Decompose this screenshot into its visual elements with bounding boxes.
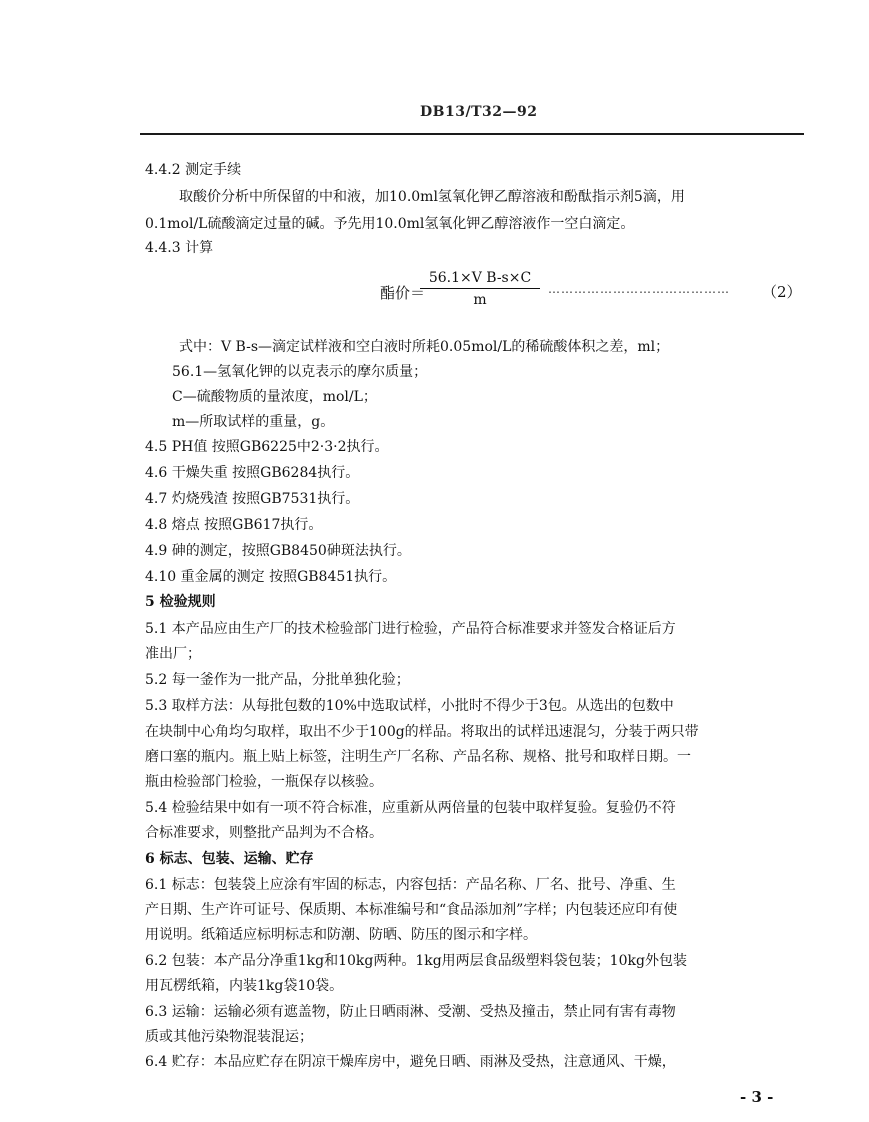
clause-4-5: 4.5 PH值 按照GB6225中2·3·2执行。 bbox=[145, 439, 389, 455]
section-6-title: 6 标志、包装、运输、贮存 bbox=[145, 851, 314, 867]
formula-numerator: 56.1×V B-s×C bbox=[420, 270, 540, 289]
clause-6-4-line-1: 6.4 贮存：本品应贮存在阴凉干燥库房中，避免日晒、雨淋及受热，注意通风、干燥， bbox=[145, 1054, 676, 1070]
formula-lhs: 酯价＝ bbox=[380, 284, 426, 302]
where-line-sample-mass: m—所取试样的重量，g。 bbox=[172, 414, 335, 430]
formula-leader-dots: …………………………………… bbox=[548, 282, 730, 296]
clause-4-4-3-title: 4.4.3 计算 bbox=[145, 240, 214, 256]
where-line-molar-mass: 56.1—氢氧化钾的以克表示的摩尔质量； bbox=[172, 364, 428, 380]
page-number: - 3 - bbox=[740, 1088, 774, 1106]
ester-value-formula bbox=[380, 270, 810, 318]
clause-5-1-line-2: 准出厂； bbox=[145, 646, 201, 662]
clause-5-3-line-1: 5.3 取样方法：从每批包数的10%中选取试样，小批时不得少于3包。从选出的包数中 bbox=[145, 698, 674, 714]
clause-4-6: 4.6 干燥失重 按照GB6284执行。 bbox=[145, 465, 360, 481]
clause-4-4-2-text-line-2: 0.1mol/L硫酸滴定过量的碱。予先用10.0ml氢氧化钾乙醇溶液作一空白滴定。 bbox=[145, 216, 635, 232]
clause-6-3-line-1: 6.3 运输：运输必须有遮盖物，防止日晒雨淋、受潮、受热及撞击，禁止同有害有毒物 bbox=[145, 1004, 676, 1020]
clause-4-10: 4.10 重金属的测定 按照GB8451执行。 bbox=[145, 569, 397, 585]
clause-4-9: 4.9 砷的测定，按照GB8450砷斑法执行。 bbox=[145, 543, 411, 559]
standard-code-header: DB13/T32—92 bbox=[420, 104, 538, 120]
clause-6-2-line-2: 用瓦楞纸箱，内装1kg袋10袋。 bbox=[145, 978, 344, 994]
clause-4-8: 4.8 熔点 按照GB617执行。 bbox=[145, 517, 323, 533]
formula-denominator: m bbox=[473, 292, 487, 308]
clause-6-2-line-1: 6.2 包装：本产品分净重1kg和10kg两种。1kg用两层食品级塑料袋包装；10kg外包装 bbox=[145, 953, 687, 969]
formula-fraction bbox=[420, 270, 540, 308]
clause-5-4-line-2: 合标准要求，则整批产品判为不合格。 bbox=[145, 825, 383, 841]
header-rule bbox=[140, 133, 804, 135]
clause-4-7: 4.7 灼烧残渣 按照GB7531执行。 bbox=[145, 491, 360, 507]
clause-6-3-line-2: 质或其他污染物混装混运； bbox=[145, 1029, 313, 1045]
clause-6-1-line-3: 用说明。纸箱适应标明标志和防潮、防晒、防压的图示和字样。 bbox=[145, 927, 537, 943]
clause-6-1-line-2: 产日期、生产许可证号、保质期、本标准编号和“食品添加剂”字样；内包装还应印有使 bbox=[145, 902, 678, 918]
clause-6-1-line-1: 6.1 标志：包装袋上应涂有牢固的标志，内容包括：产品名称、厂名、批号、净重、生 bbox=[145, 877, 676, 893]
where-line-concentration: C—硫酸物质的量浓度，mol/L； bbox=[172, 389, 377, 405]
clause-5-3-line-4: 瓶由检验部门检验，一瓶保存以核验。 bbox=[145, 774, 383, 790]
section-5-title: 5 检验规则 bbox=[145, 594, 216, 610]
formula-number: （2） bbox=[762, 283, 802, 301]
clause-5-2: 5.2 每一釜作为一批产品，分批单独化验； bbox=[145, 672, 410, 688]
clause-4-4-2-text-line-1: 取酸价分析中所保留的中和液，加10.0ml氢氧化钾乙醇溶液和酚酞指示剂5滴，用 bbox=[179, 189, 685, 205]
clause-5-1-line-1: 5.1 本产品应由生产厂的技术检验部门进行检验，产品符合标准要求并签发合格证后方 bbox=[145, 621, 676, 637]
clause-5-3-line-2: 在块制中心角均匀取样，取出不少于100g的样品。将取出的试样迅速混匀，分装于两只带 bbox=[145, 724, 699, 740]
clause-5-3-line-3: 磨口塞的瓶内。瓶上贴上标签，注明生产厂名称、产品名称、规格、批号和取样日期。一 bbox=[145, 749, 691, 765]
where-line-vbs: 式中：V B-s—滴定试样液和空白液时所耗0.05mol/L的稀硫酸体积之差，ml； bbox=[179, 339, 670, 355]
clause-5-4-line-1: 5.4 检验结果中如有一项不符合标准，应重新从两倍量的包装中取样复验。复验仍不符 bbox=[145, 800, 676, 816]
clause-4-4-2-title: 4.4.2 测定手续 bbox=[145, 162, 242, 178]
